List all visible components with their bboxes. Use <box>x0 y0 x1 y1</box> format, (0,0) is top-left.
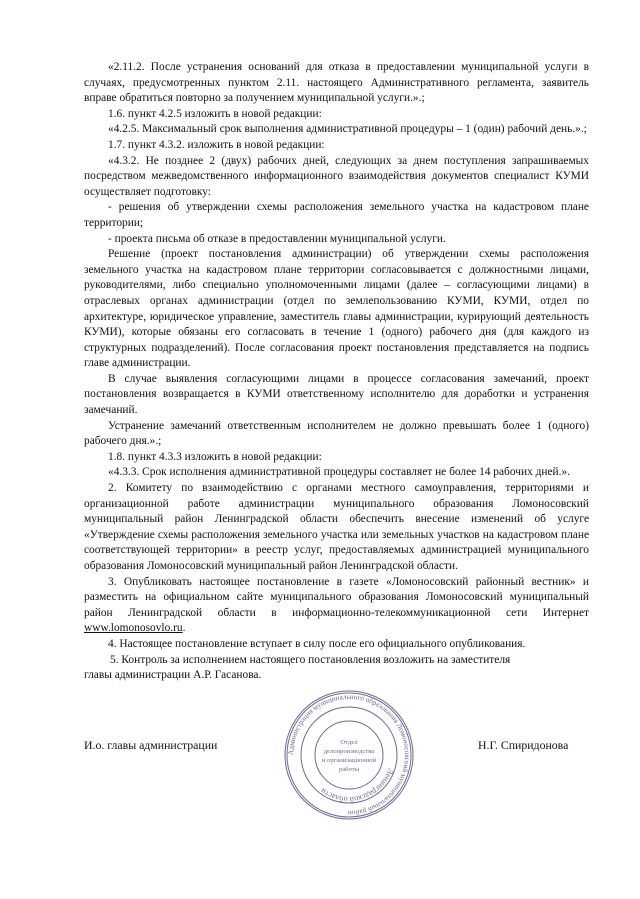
seal-center-line-1: Отдел <box>340 739 358 746</box>
list-item-refusal: - проекта письма об отказе в предоставлении муниципальной услуги. <box>108 232 446 245</box>
paragraph-1-6: 1.6. пункт 4.2.5 изложить в новой редакции: <box>108 107 322 120</box>
paragraph-1-8: 1.8. пункт 4.3.3 изложить в новой редакции: <box>108 450 322 463</box>
document-body <box>84 60 589 684</box>
website-link[interactable]: www.lomonosovlo.ru <box>84 622 183 635</box>
paragraph-item-3 <box>84 575 589 637</box>
paragraph-1-7: 1.7. пункт 4.3.2. изложить в новой редакции: <box>108 138 325 151</box>
paragraph-item-5-continued: главы администрации А.Р. Гасанова. <box>84 669 262 682</box>
paragraph-4-3-3: «4.3.3. Срок исполнения административной процедуры составляет не более 14 рабочих дней.». <box>108 466 571 479</box>
paragraph-2-11-2: «2.11.2. После устранения оснований для отказа в предоставлении муниципальной услуги в случаях, предусмотренных пунктом 2.11. настоящего Административного регламента, заявитель вправе обратиться повторно за получением муниципальной услуги.».; <box>84 61 589 105</box>
paragraph-4-2-5: «4.2.5. Максимальный срок выполнения административной процедуры – 1 (один) рабочий день.».; <box>108 123 587 136</box>
list-item-decision: - решения об утверждении схемы расположения земельного участка на кадастровом плане территории; <box>84 201 589 229</box>
seal-center-line-4: работы <box>338 766 360 773</box>
paragraph-item-4: 4. Настоящее постановление вступает в силу после его официального опубликования. <box>108 637 526 650</box>
paragraph-item-2: 2. Комитету по взаимодействию с органами местного самоуправления, территориями и организационной работе администрации муниципального образования Ломоносовский муниципальный район Ленинградской области обеспечить внесение изменений об услуге «Утверждение схемы расположения земельного участка или земельных участков на кадастровом плане соответствующей территории» в реестр услуг, предоставляемых администрацией муниципального образования Ломоносовский муниципальный район Ленинградской области. <box>84 482 589 572</box>
seal-ring-text: Ленинградской области <box>318 767 396 805</box>
signatory-name: Н.Г. Спиридонова <box>478 738 569 752</box>
paragraph-item-5: 5. Контроль за исполнением настоящего постановления возложить на заместителя <box>110 653 511 666</box>
signatory-position: И.о. главы администрации <box>84 738 218 752</box>
seal-center-line-2: делопроизводства <box>323 748 375 755</box>
item-3-text: 3. Опубликовать настоящее постановление в газете «Ломоносовский районный вестник» и разместить на официальном сайте муниципального образования Ломоносовский муниципальный район Ленинградской области в информационно-телекоммуникационной сети Интернет <box>84 575 589 619</box>
seal-center-line-3: и организационной <box>321 757 377 764</box>
item-3-end: . <box>182 622 186 635</box>
paragraph-approval: Решение (проект постановления администрации) об утверждении схемы расположения земельного участка на кадастровом плане территории согласовывается с должностными лицами, руководителями, либо специально уполномоченными лицами (далее – согласующими лицами) в отраслевых органах администрации (отдел по землепользованию КУМИ, КУМИ, отдел по архитектуре, юридическое управление, заместитель главы администрации, курирующий деятельность КУМИ), которые обязаны его согласовать в течение 1 (одного) рабочего дня (для каждого из структурных подразделений). После согласования проект постановления представляется на подпись главе администрации. <box>84 248 589 370</box>
paragraph-4-3-2: «4.3.2. Не позднее 2 (двух) рабочих дней, следующих за днем поступления запрашиваемых посредством межведомственного информационного взаимодействия документов специалист КУМИ осуществляет подготовку: <box>84 154 589 198</box>
official-seal-icon <box>282 688 416 822</box>
paragraph-remarks: В случае выявления согласующими лицами в процессе согласования замечаний, проект постановления возвращается в КУМИ ответственному исполнителю для доработки и устранения замечаний. <box>84 372 589 417</box>
seal-outer-text: Администрация муниципального образования Ломоносовский муниципальный район <box>286 692 412 818</box>
paragraph-remarks-deadline: Устранение замечаний ответственным исполнителем не должно превышать более 1 (одного) рабочего дня.».; <box>84 419 589 448</box>
